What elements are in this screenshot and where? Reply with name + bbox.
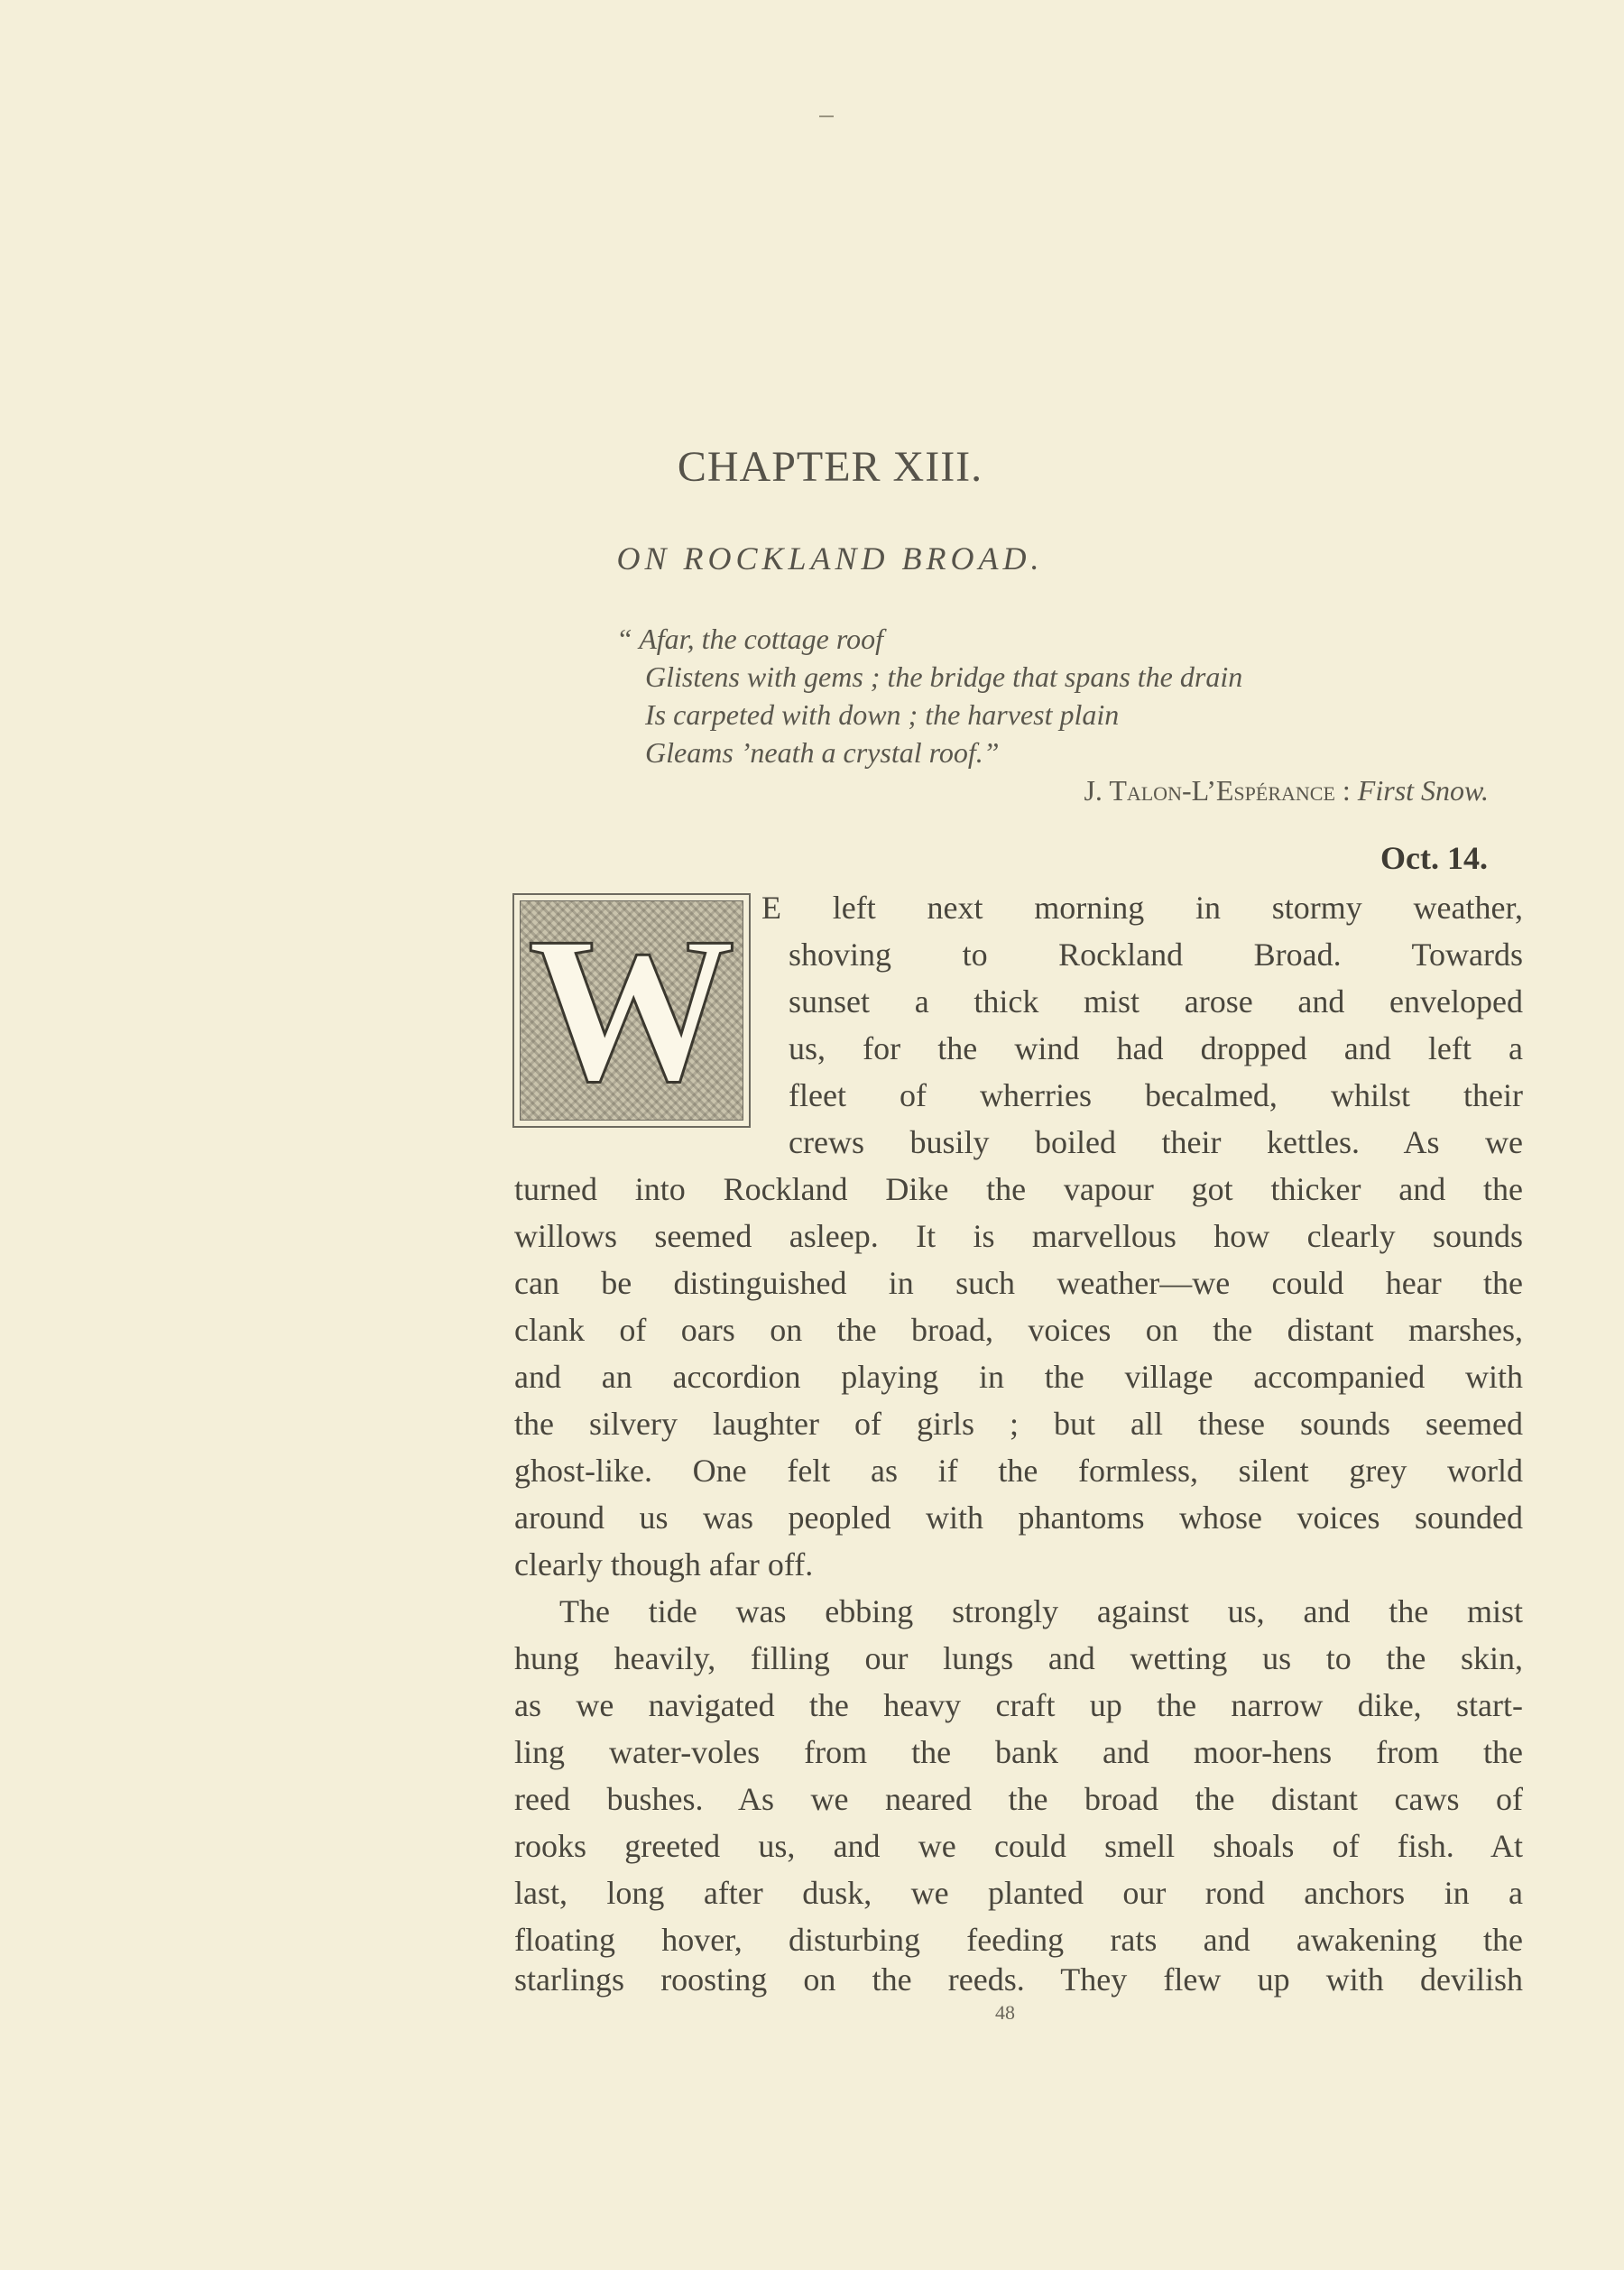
- epigraph-author: J. Talon-L’Espérance :: [1084, 774, 1351, 807]
- text-line: us, for the wind had dropped and left a: [789, 1030, 1523, 1066]
- text-line: fleet of wherries becalmed, whilst their: [789, 1077, 1523, 1113]
- text-line: sunset a thick mist arose and enveloped: [789, 983, 1523, 1020]
- page-number: 48: [995, 2001, 1015, 2024]
- page-mark: [819, 115, 834, 117]
- text-line: crews busily boiled their kettles. As we: [789, 1124, 1523, 1160]
- epigraph-line: Gleams ’neath a crystal roof.”: [645, 736, 1000, 769]
- text-line: as we navigated the heavy craft up the narrow dike, start-: [514, 1687, 1523, 1723]
- text-line: hung heavily, filling our lungs and wetting us to the skin,: [514, 1640, 1523, 1676]
- chapter-title: CHAPTER XIII.: [677, 443, 983, 491]
- epigraph-attribution: [1084, 774, 1489, 807]
- text-line: ghost-like. One felt as if the formless, silent grey world: [514, 1453, 1523, 1489]
- text-line: and an accordion playing in the village accompanied with: [514, 1359, 1523, 1395]
- date-mark: Oct. 14.: [1380, 840, 1488, 876]
- text-line: floating hover, disturbing feeding rats and awakening the: [514, 1922, 1523, 1958]
- text-line: can be distinguished in such weather—we could hear the: [514, 1265, 1523, 1301]
- text-line: rooks greeted us, and we could smell shoals of fish. At: [514, 1828, 1523, 1864]
- text-line: turned into Rockland Dike the vapour got thicker and the: [514, 1171, 1523, 1207]
- drop-cap-ornament: [512, 893, 751, 1128]
- text-line: clank of oars on the broad, voices on the distant marshes,: [514, 1312, 1523, 1348]
- epigraph-work: First Snow.: [1357, 774, 1489, 807]
- epigraph-line: Is carpeted with down ; the harvest plain: [645, 698, 1120, 731]
- text-line: ling water-voles from the bank and moor-hens from the: [514, 1734, 1523, 1770]
- text-line: reed bushes. As we neared the broad the distant caws of: [514, 1781, 1523, 1817]
- chapter-subtitle: ON ROCKLAND BROAD.: [616, 540, 1044, 577]
- text-line: clearly though afar off.: [514, 1546, 814, 1583]
- text-line: The tide was ebbing strongly against us, and the mist: [559, 1593, 1523, 1629]
- text-line: shoving to Rockland Broad. Towards: [789, 937, 1523, 973]
- drop-cap-letter: W: [528, 900, 735, 1121]
- text-line: last, long after dusk, we planted our rond anchors in a: [514, 1875, 1523, 1911]
- text-line: willows seemed asleep. It is marvellous how clearly sounds: [514, 1218, 1523, 1254]
- epigraph-line: Glistens with gems ; the bridge that spans the drain: [645, 660, 1243, 693]
- text-line: starlings roosting on the reeds. They flew up with devilish: [514, 1961, 1523, 1998]
- text-line: the silvery laughter of girls ; but all these sounds seemed: [514, 1406, 1523, 1442]
- text-line: around us was peopled with phantoms whose voices sounded: [514, 1499, 1523, 1536]
- text-line: E left next morning in stormy weather,: [761, 890, 1523, 926]
- drop-cap-frame: [520, 900, 743, 1121]
- epigraph-line: “ Afar, the cottage roof: [616, 623, 883, 655]
